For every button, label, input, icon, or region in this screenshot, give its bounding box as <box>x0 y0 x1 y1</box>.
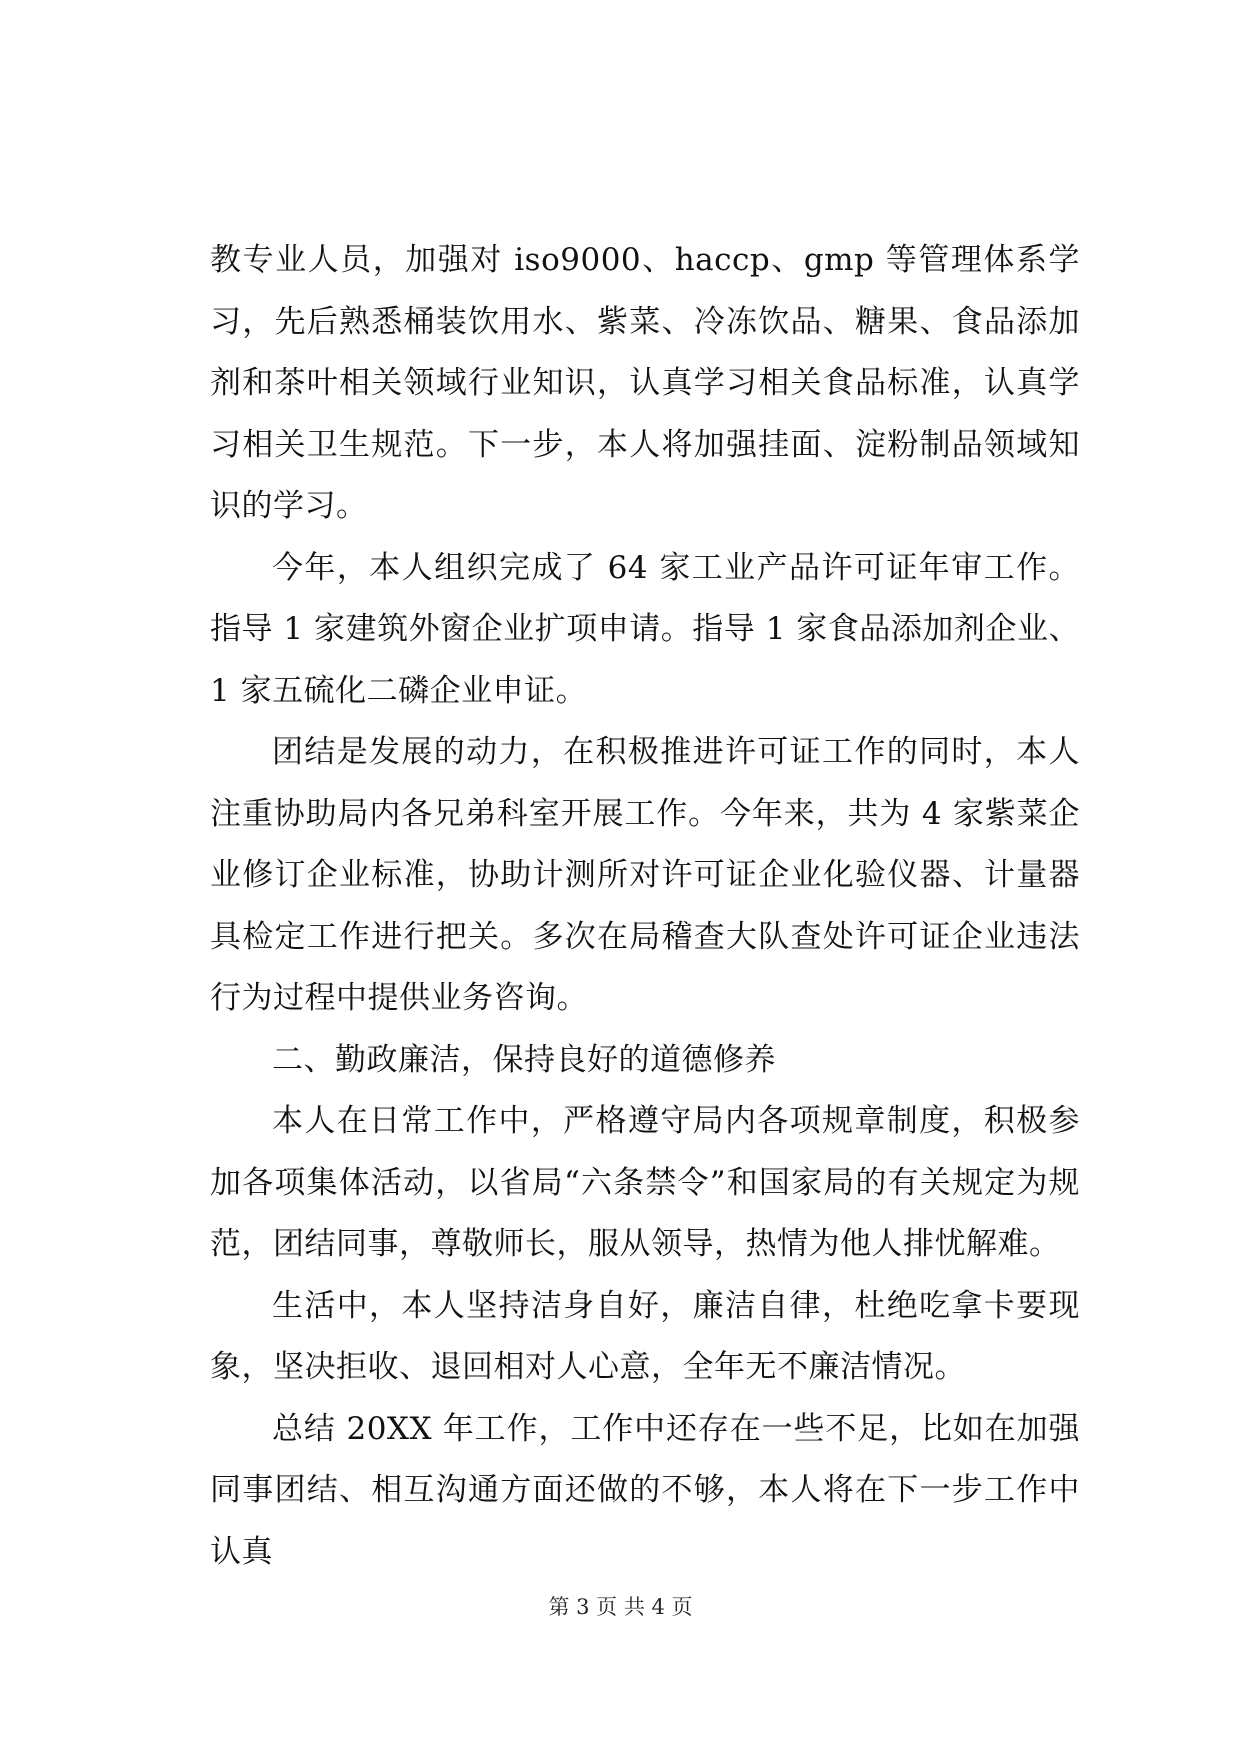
paragraph-continuation: 教专业人员，加强对 iso9000、haccp、gmp 等管理体系学习，先后熟悉桶装饮用水、紫菜、冷冻饮品、糖果、食品添加剂和茶叶相关领域行业知识，认真学习相关食品标准，认真学习相关卫生规范。下一步，本人将加强挂面、淀粉制品领域知识的学习。 <box>210 242 1080 524</box>
section-heading-integrity: 二、勤政廉洁，保持良好的道德修养 <box>272 1041 776 1078</box>
paragraph-teamwork: 团结是发展的动力，在积极推进许可证工作的同时，本人注重协助局内各兄弟科室开展工作。今年来，共为 4 家紫菜企业修订企业标准，协助计测所对许可证企业化验仪器、计量器具检定工作进行把关。多次在局稽查大队查处许可证企业违法行为过程中提供业务咨询。 <box>210 734 1080 1016</box>
paragraph-life: 生活中，本人坚持洁身自好，廉洁自律，杜绝吃拿卡要现象，坚决拒收、退回相对人心意，全年无不廉洁情况。 <box>210 1287 1080 1385</box>
document-body <box>210 230 1080 1583</box>
paragraph-summary: 总结 20XX 年工作，工作中还存在一些不足，比如在加强同事团结、相互沟通方面还做的不够，本人将在下一步工作中认真 <box>210 1410 1080 1570</box>
page-number-footer: 第 3 页 共 4 页 <box>548 1595 693 1619</box>
paragraph-daily-work: 本人在日常工作中，严格遵守局内各项规章制度，积极参加各项集体活动，以省局“六条禁令”和国家局的有关规定为规范，团结同事，尊敬师长，服从领导，热情为他人排忧解难。 <box>210 1103 1080 1262</box>
paragraph-license-review: 今年，本人组织完成了 64 家工业产品许可证年审工作。指导 1 家建筑外窗企业扩项申请。指导 1 家食品添加剂企业、1 家五硫化二磷企业申证。 <box>210 549 1080 709</box>
